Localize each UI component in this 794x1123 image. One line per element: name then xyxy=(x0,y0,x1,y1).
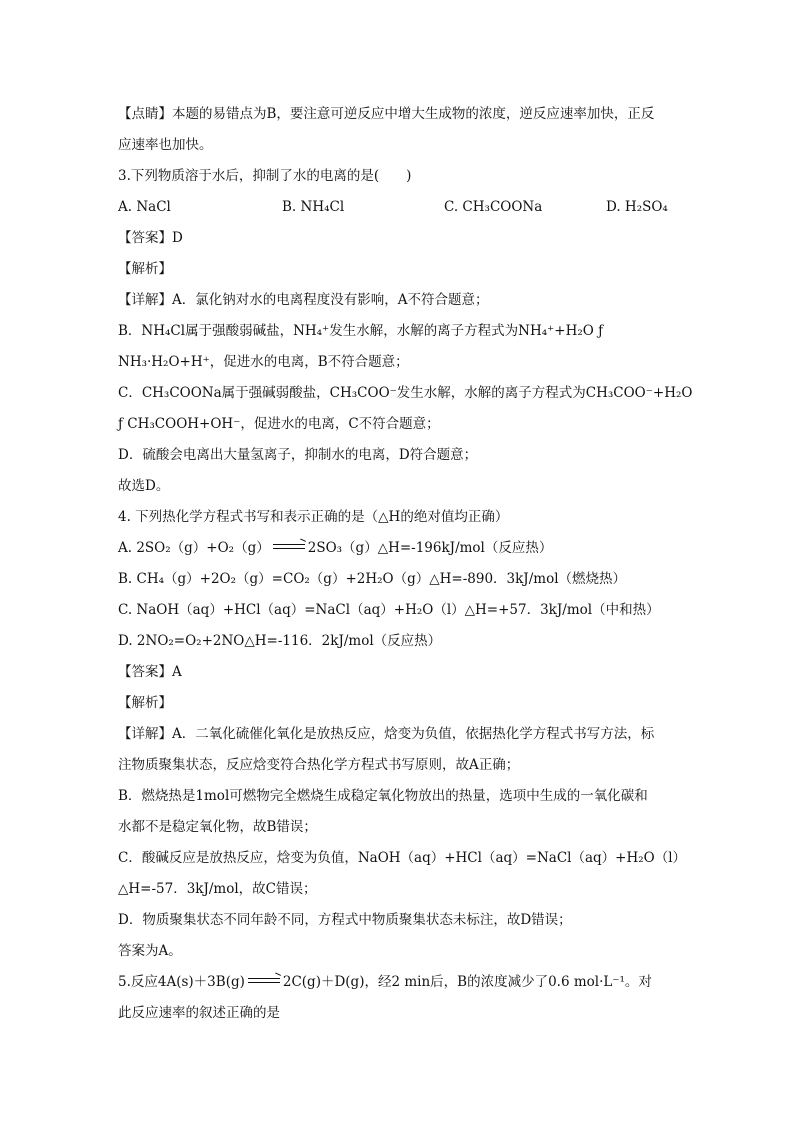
detail-3-d: D．硫酸会电离出大量氢离子，抑制水的电离，D符合题意； xyxy=(118,447,478,463)
question-4-stem: 4. 下列热化学方程式书写和表示正确的是（△H的绝对值均正确） xyxy=(118,509,509,525)
equation-left: A. 2SO₂（g）+O₂（g） xyxy=(118,540,270,556)
question-4-option-c: C. NaOH（aq）+HCl（aq）=NaCl（aq）+H₂O（l）△H=+57．3kJ/mol（中和热） xyxy=(118,602,660,618)
detail-4-b-line1: B．燃烧热是1mol可燃物完全燃烧生成稳定氧化物放出的热量，选项中生成的一氧化碳和 xyxy=(118,788,648,804)
option-c: C. CH₃COONa xyxy=(444,199,543,215)
detail-4-a-line2: 注物质聚集状态，反应焓变符合热化学方程式书写原则，故A正确； xyxy=(118,757,520,773)
answer-4: 【答案】A xyxy=(118,664,182,680)
question-5-stem-line2: 此反应速率的叙述正确的是 xyxy=(118,1005,280,1021)
detail-3-b-line2: NH₃·H₂O+H⁺，促进水的电离，B不符合题意； xyxy=(118,354,409,370)
paragraph-note-line2: 应速率也加快。 xyxy=(118,137,213,153)
reaction-right: 2C(g)＋D(g)，经2 min后，B的浓度减少了0.6 mol·L⁻¹。对 xyxy=(282,974,652,990)
analysis-heading-3: 【解析】 xyxy=(118,261,172,277)
question-4-option-a xyxy=(118,539,684,557)
detail-3-c-line2: ƒ CH₃COOH+OH⁻，促进水的电离，C不符合题意； xyxy=(118,416,440,432)
detail-3-c-line1: C．CH₃COONa属于强碱弱酸盐，CH₃COO⁻发生水解，水解的离子方程式为CH₃COO⁻+H₂O xyxy=(118,385,693,401)
detail-4-a-line1: 【详解】A．二氧化硫催化氧化是放热反应，焓变为负值，依据热化学方程式书写方法，标 xyxy=(118,726,655,742)
equilibrium-arrow-icon xyxy=(248,977,280,985)
detail-4-c-line1: C．酸碱反应是放热反应，焓变为负值，NaOH（aq）+HCl（aq）=NaCl（aq）+H₂O（l） xyxy=(118,850,687,866)
conclusion-4: 答案为A。 xyxy=(118,943,182,959)
detail-4-d: D．物质聚集状态不同年龄不同，方程式中物质聚集状态未标注，故D错误； xyxy=(118,912,572,928)
detail-4-c-line2: △H=-57．3kJ/mol，故C错误； xyxy=(118,881,317,897)
equation-right: 2SO₃（g）△H=-196kJ/mol（反应热） xyxy=(307,540,553,556)
equilibrium-arrow-icon xyxy=(273,543,305,551)
option-a: A. NaCl xyxy=(118,199,171,215)
detail-3-b-line1: B．NH₄Cl属于强酸弱碱盐，NH₄⁺发生水解，水解的离子方程式为NH₄⁺+H₂O ƒ xyxy=(118,323,604,339)
reaction-left: 5.反应4A(s)＋3B(g) xyxy=(118,974,245,990)
question-4-option-d: D. 2NO₂=O₂+2NO△H=-116．2kJ/mol（反应热） xyxy=(118,633,442,649)
option-d: D. H₂SO₄ xyxy=(606,199,668,215)
detail-3-a: 【详解】A．氯化钠对水的电离程度没有影响，A不符合题意； xyxy=(118,292,489,308)
answer-3: 【答案】D xyxy=(118,230,183,246)
question-4-option-b: B. CH₄（g）+2O₂（g）=CO₂（g）+2H₂O（g）△H=-890．3kJ/mol（燃烧热） xyxy=(118,571,627,587)
option-b: B. NH₄Cl xyxy=(282,199,345,215)
detail-4-b-line2: 水都不是稳定氧化物，故B错误； xyxy=(118,819,317,835)
question-5-stem-line1 xyxy=(118,973,684,991)
paragraph-note-line1: 【点睛】本题的易错点为B，要注意可逆反应中增大生成物的浓度，逆反应速率加快，正反 xyxy=(118,106,655,122)
conclusion-3: 故选D。 xyxy=(118,478,170,494)
question-3-stem: 3.下列物质溶于水后，抑制了水的电离的是( ) xyxy=(118,168,412,184)
analysis-heading-4: 【解析】 xyxy=(118,695,172,711)
question-3-options xyxy=(118,198,684,216)
